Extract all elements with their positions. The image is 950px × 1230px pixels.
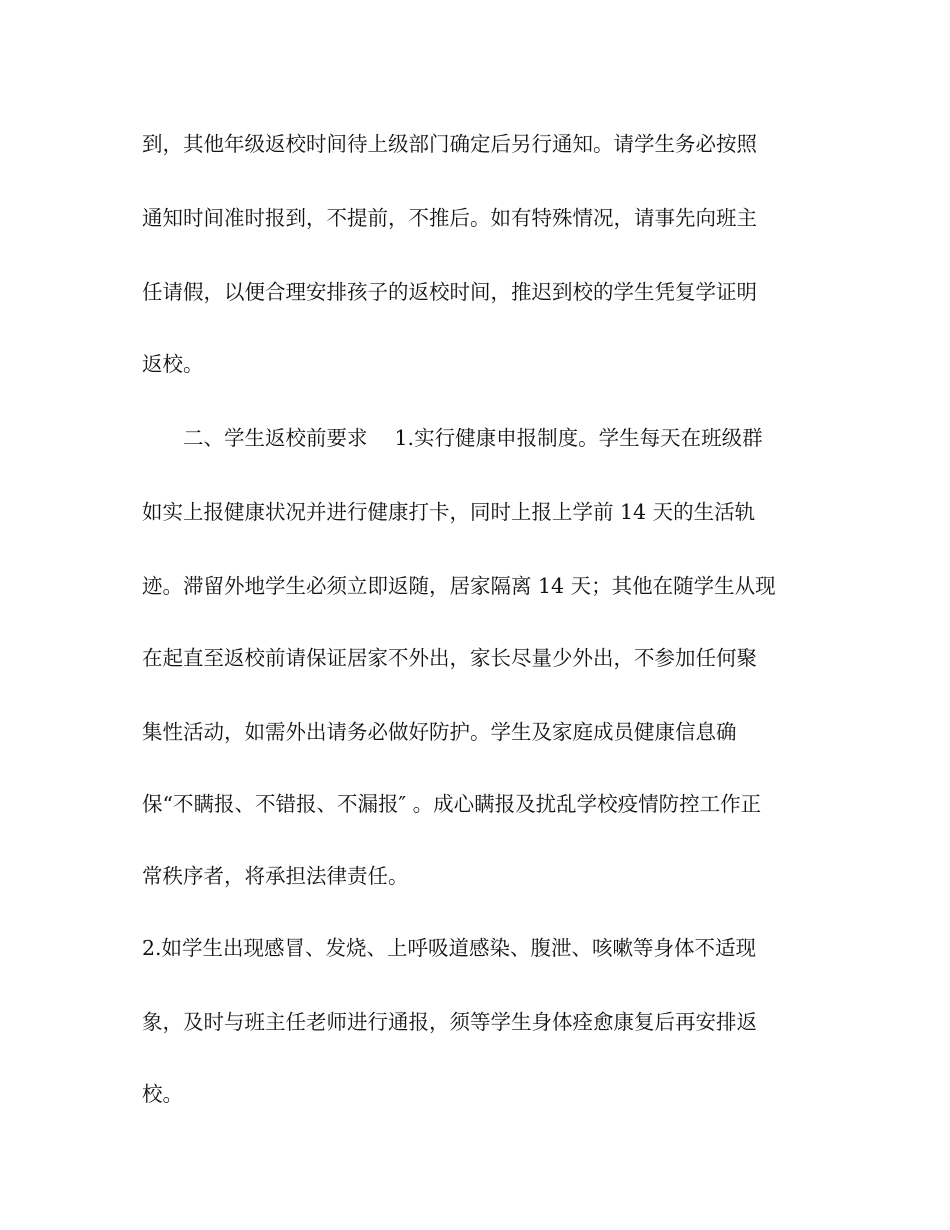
text-line: 常秩序者，将承担法律责任。 <box>142 864 409 888</box>
text-line: 返校。 <box>142 352 204 376</box>
text-line: 迹。滞留外地学生必须立即返随，居家隔离 14 天；其他在随学生从现 <box>142 574 776 598</box>
list-item-line: 2.如学生出现感冒、发烧、上呼吸道感染、腹泄、咳嗽等身体不适现 <box>142 936 757 960</box>
text-line: 象，及时与班主任老师进行通报，须等学生身体痊愈康复后再安排返 <box>142 1010 757 1034</box>
text-line: 在起直至返校前请保证居家不外出，家长尽量少外出，不参加任何聚 <box>142 646 757 670</box>
section-heading-line: 二、学生返校前要求 1.实行健康申报制度。学生每天在班级群 <box>142 426 763 450</box>
text-line: 到，其他年级返校时间待上级部门确定后另行通知。请学生务必按照 <box>142 132 757 156</box>
text-line: 保“不瞒报、不错报、不漏报″ 。成心瞒报及扰乱学校疫情防控工作正 <box>142 792 762 816</box>
text-line: 通知时间准时报到，不提前，不推后。如有特殊情况，请事先向班主 <box>142 206 757 230</box>
text-line: 校。 <box>142 1082 183 1106</box>
text-line: 任请假，以便合理安排孩子的返校时间，推迟到校的学生凭复学证明 <box>142 280 757 304</box>
text-line: 集性活动，如需外出请务必做好防护。学生及家庭成员健康信息确 <box>142 720 737 744</box>
text-line: 如实上报健康状况并进行健康打卡，同时上报上学前 14 天的生活轨 <box>142 500 756 524</box>
